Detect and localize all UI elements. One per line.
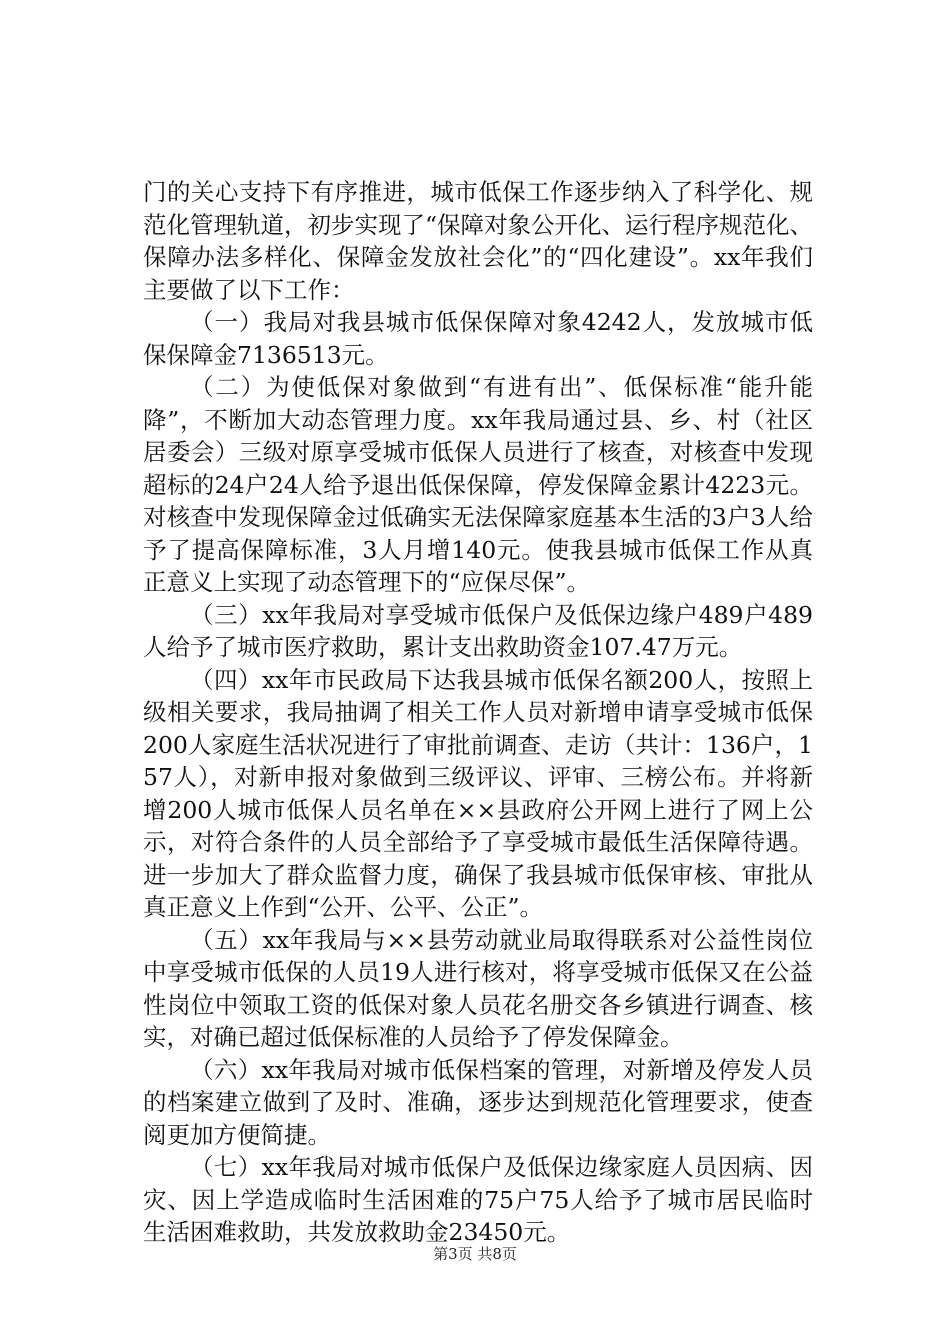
paragraph-item-5: （五）xx年我局与××县劳动就业局取得联系对公益性岗位中享受城市低保的人员19人进行核对，将享受城市低保又在公益性岗位中领取工资的低保对象人员花名册交各乡镇进行调查、核实，对确已超过低保标准的人员给予了停发保障金。 bbox=[143, 925, 813, 1051]
paragraph-item-4: （四）xx年市民政局下达我县城市低保名额200人，按照上级相关要求，我局抽调了相关工作人员对新增申请享受城市低保200人家庭生活状况进行了审批前调查、走访（共计：136户，157人），对新申报对象做到三级评议、评审、三榜公布。并将新增200人城市低保人员名单在××县政府公开网上进行了网上公示，对符合条件的人员全部给予了享受城市最低生活保障待遇。进一步加大了群众监督力度，确保了我县城市低保审核、审批从真正意义上作到“公开、公平、公正”。 bbox=[143, 665, 813, 921]
paragraph-item-3: （三）xx年我局对享受城市低保户及低保边缘户489户489人给予了城市医疗救助，累计支出救助资金107.47万元。 bbox=[143, 600, 813, 661]
paragraph-item-6: （六）xx年我局对城市低保档案的管理，对新增及停发人员的档案建立做到了及时、准确，逐步达到规范化管理要求，使查阅更加方便简捷。 bbox=[143, 1055, 813, 1149]
paragraph-item-1: （一）我局对我县城市低保保障对象4242人，发放城市低保保障金7136513元。 bbox=[143, 308, 813, 369]
page-footer: 第3页 共8页 bbox=[433, 1245, 517, 1263]
paragraph-item-2: （二）为使低保对象做到“有进有出”、低保标准“能升能降”，不断加大动态管理力度。xx年我局通过县、乡、村（社区居委会）三级对原享受城市低保人员进行了核查，对核查中发现超标的24户24人给予退出低保保障，停发保障金累计4223元。对核查中发现保障金过低确实无法保障家庭基本生活的3户3人给予了提高保障标准，3人月增140元。使我县城市低保工作从真正意义上实现了动态管理下的“应保尽保”。 bbox=[143, 373, 813, 596]
document-body bbox=[143, 176, 813, 1249]
paragraph-intro: 门的关心支持下有序推进，城市低保工作逐步纳入了科学化、规范化管理轨道，初步实现了“保障对象公开化、运行程序规范化、保障办法多样化、保障金发放社会化”的“四化建设”。xx年我们主要做了以下工作： bbox=[143, 178, 814, 304]
paragraph-item-7: （七）xx年我局对城市低保户及低保边缘家庭人员因病、因灾、因上学造成临时生活困难的75户75人给予了城市居民临时生活困难救助，共发放救助金23450元。 bbox=[143, 1153, 813, 1246]
